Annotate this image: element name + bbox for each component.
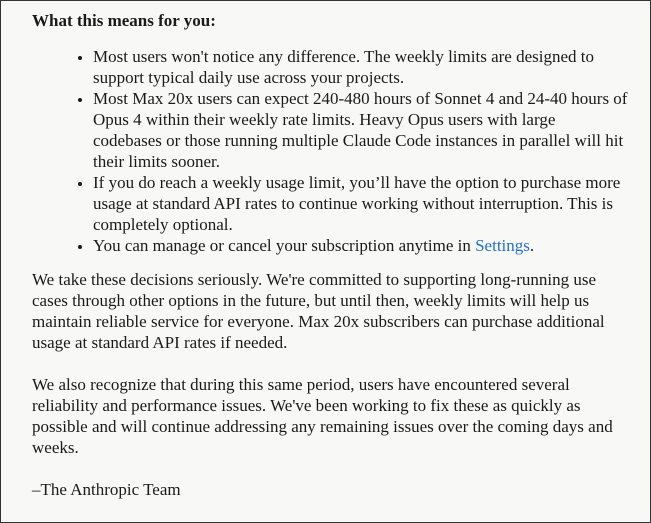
bullet-item-manage-subscription <box>93 235 636 256</box>
bullet-item-purchase-usage: • If you do reach a weekly usage limit, you’ll have the option to purchase more usage at standard API rates to continue working without interruption. This is completely optional. <box>93 172 636 235</box>
paragraph-decisions: We take these decisions seriously. We're committed to supporting long-running use cases through other options in the future, but until then, weekly limits will help us maintain reliable service for everyone. Max 20x subscribers can purchase additional usage at standard API rates if needed. <box>32 270 605 352</box>
settings-link[interactable]: Settings <box>475 236 530 255</box>
section-heading: What this means for you: <box>32 11 216 30</box>
signature: –The Anthropic Team <box>32 480 181 499</box>
bullet-item-weekly-limits: • Most users won't notice any difference. The weekly limits are designed to support typical daily use across your projects. <box>93 46 636 88</box>
manage-subscription-text: You can manage or cancel your subscription anytime in <box>93 236 476 255</box>
paragraph-reliability: We also recognize that during this same period, users have encountered several reliability and performance issues. We've been working to fix these as quickly as possible and will continue addressing any remaining issues over the coming days and weeks. <box>32 375 613 457</box>
manage-subscription-period: . <box>529 236 535 255</box>
bullet-item-max-20x-hours: • Most Max 20x users can expect 240-480 hours of Sonnet 4 and 24-40 hours of Opus 4 within their weekly rate limits. Heavy Opus users with large codebases or those running multiple Claude Code instances in parallel will hit their limits sooner. <box>93 88 636 172</box>
bullet-list <box>32 46 636 256</box>
